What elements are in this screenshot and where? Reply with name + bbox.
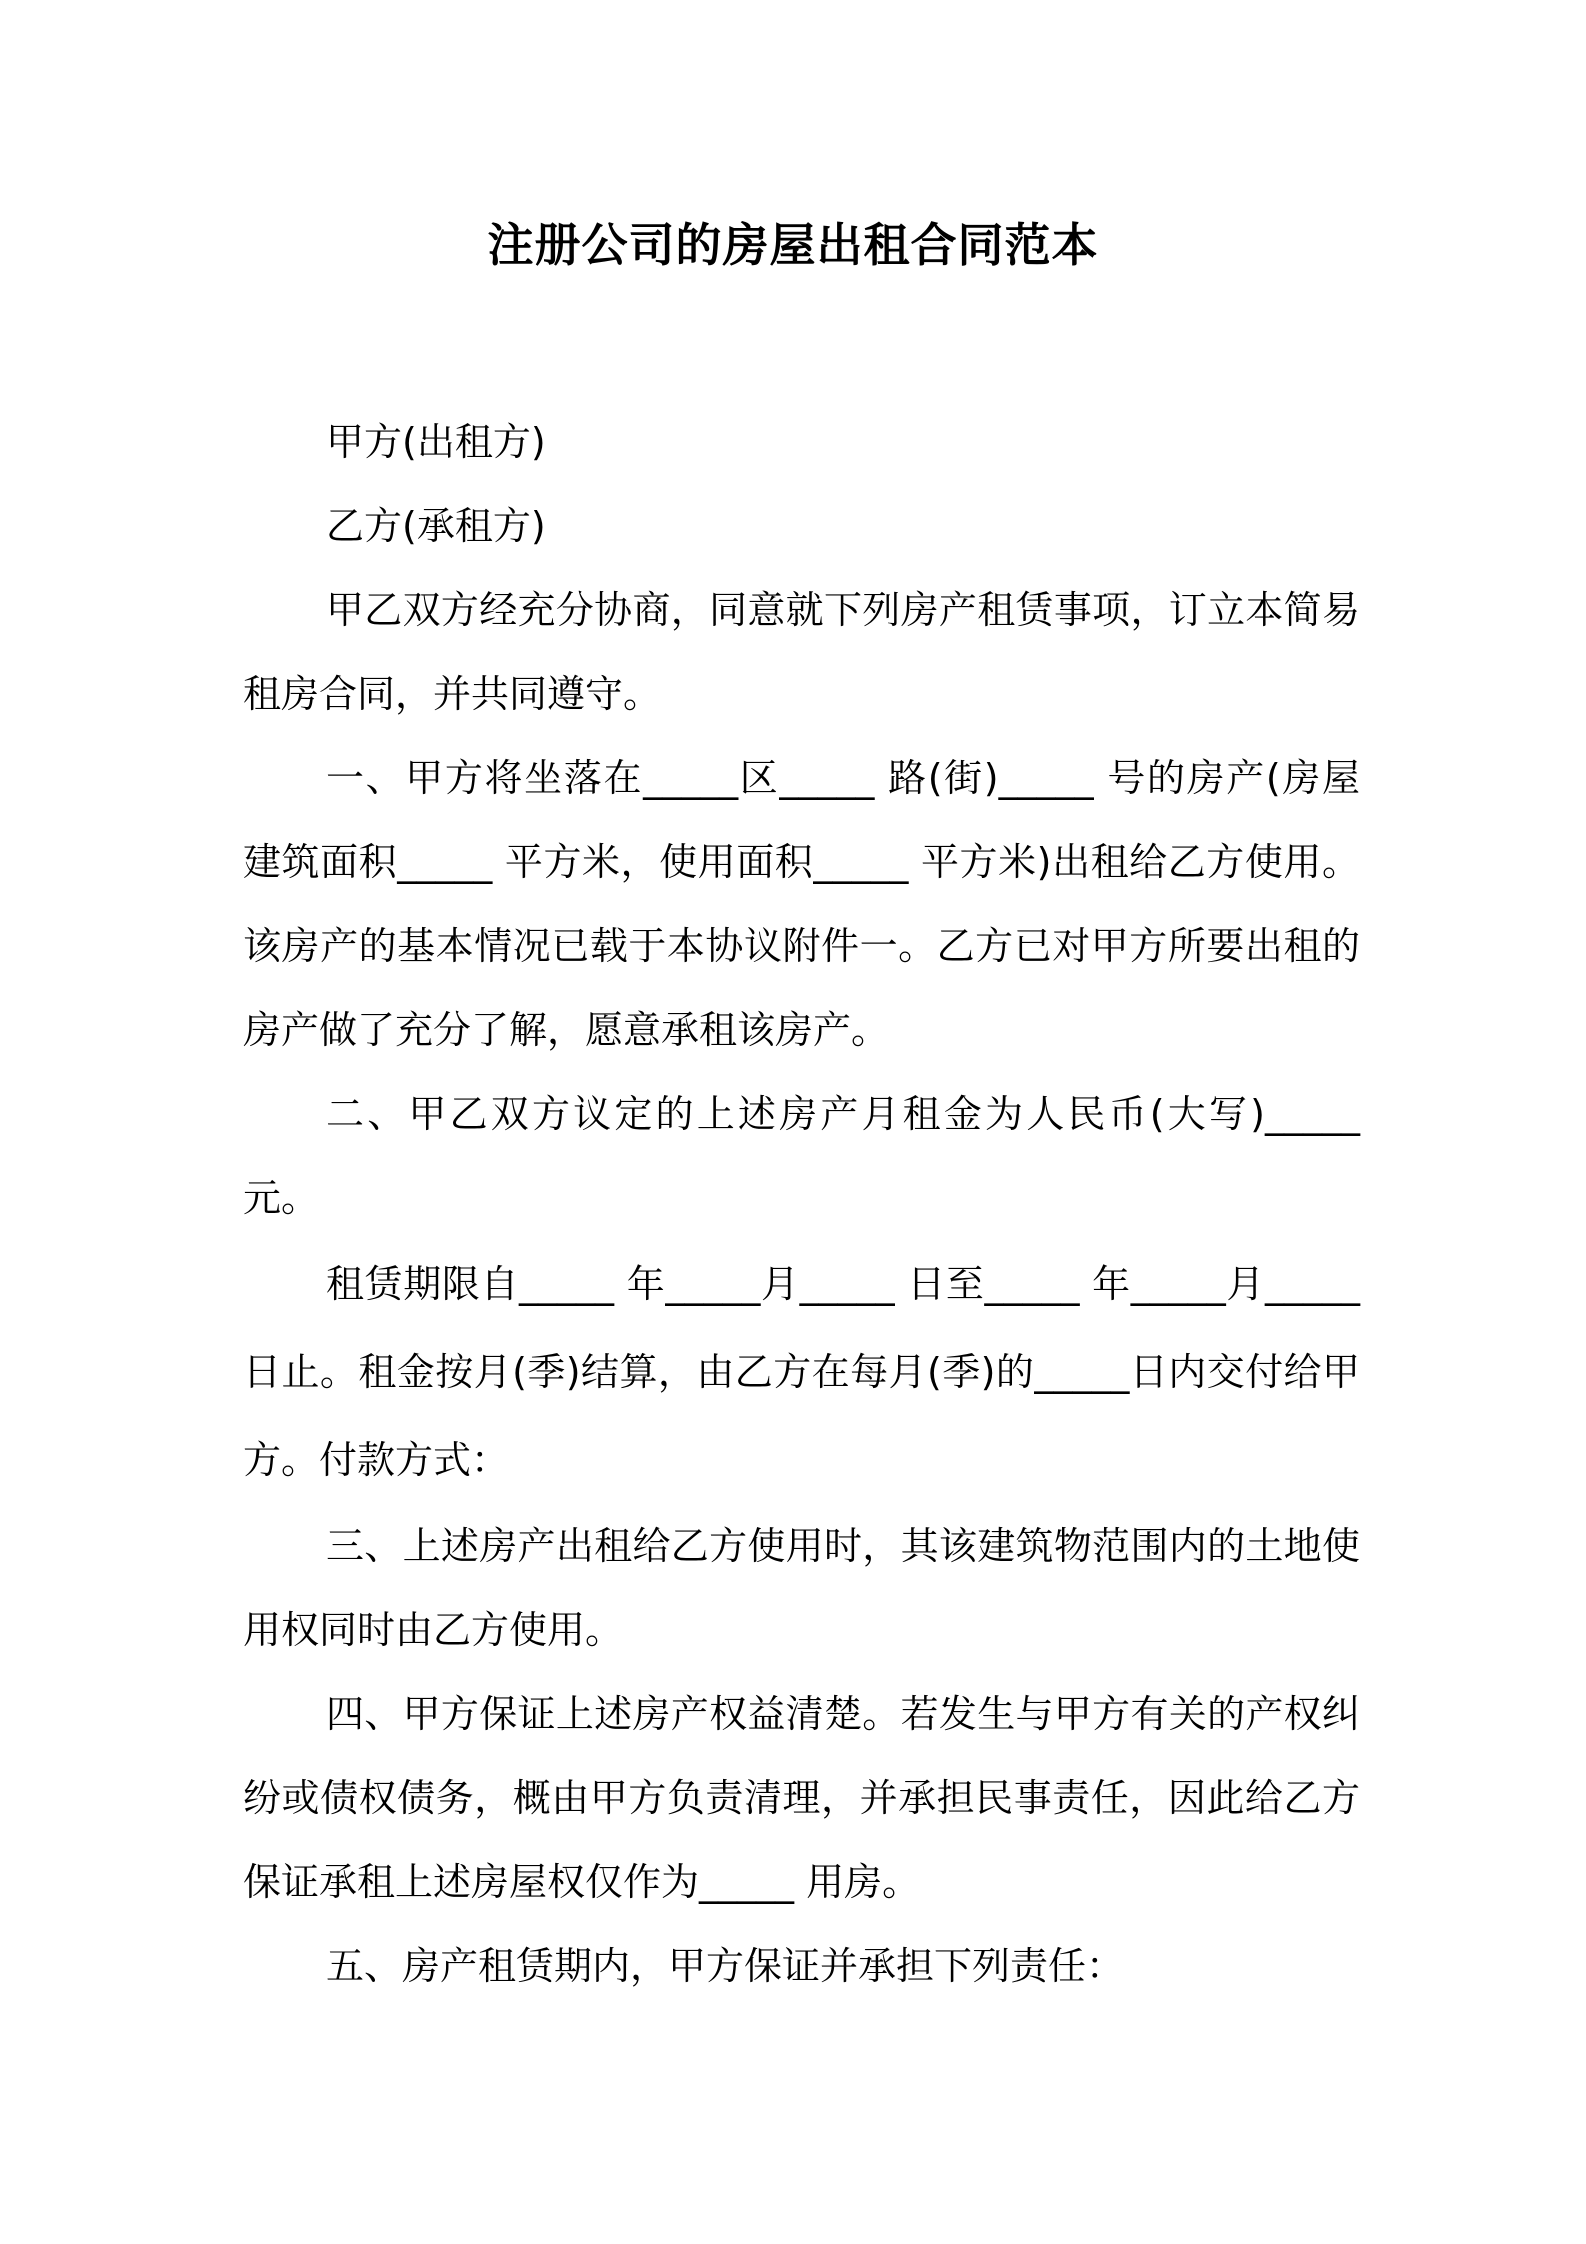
- document-title: 注册公司的房屋出租合同范本: [487, 218, 1099, 272]
- clause-3-paragraph: 三、上述房产出租给乙方使用时，其该建筑物范围内的土地使用权同时由乙方使用。: [243, 1524, 1360, 1652]
- clause-5-paragraph: 五、房产租赁期内，甲方保证并承担下列责任：: [326, 1944, 1125, 1988]
- clause-2-paragraph: 二、甲乙双方议定的上述房产月租金为人民币(大写)_____元。: [243, 1092, 1360, 1220]
- document-body: [243, 400, 1360, 2008]
- clause-4-paragraph: 四、甲方保证上述房产权益清楚。若发生与甲方有关的产权纠纷或债权债务，概由甲方负责清理，并承担民事责任，因此给乙方保证承租上述房屋权仅作为_____ 用房。: [243, 1692, 1360, 1904]
- preamble-paragraph: 甲乙双方经充分协商，同意就下列房产租赁事项，订立本简易租房合同，并共同遵守。: [243, 588, 1360, 716]
- party-b-line: 乙方(承租方): [326, 504, 546, 548]
- clause-1-paragraph: 一、甲方将坐落在_____区_____ 路(街)_____ 号的房产(房屋建筑面积_____ 平方米，使用面积_____ 平方米)出租给乙方使用。该房产的基本情况已载于本协议附件一。乙方已对甲方所要出租的房产做了充分了解，愿意承租该房产。: [243, 756, 1360, 1052]
- party-a-line: 甲方(出租方): [326, 420, 546, 464]
- lease-term-paragraph: 租赁期限自_____ 年_____月_____ 日至_____ 年_____月_____ 日止。租金按月(季)结算，由乙方在每月(季)的_____日内交付给甲方。付款方式：: [243, 1262, 1360, 1482]
